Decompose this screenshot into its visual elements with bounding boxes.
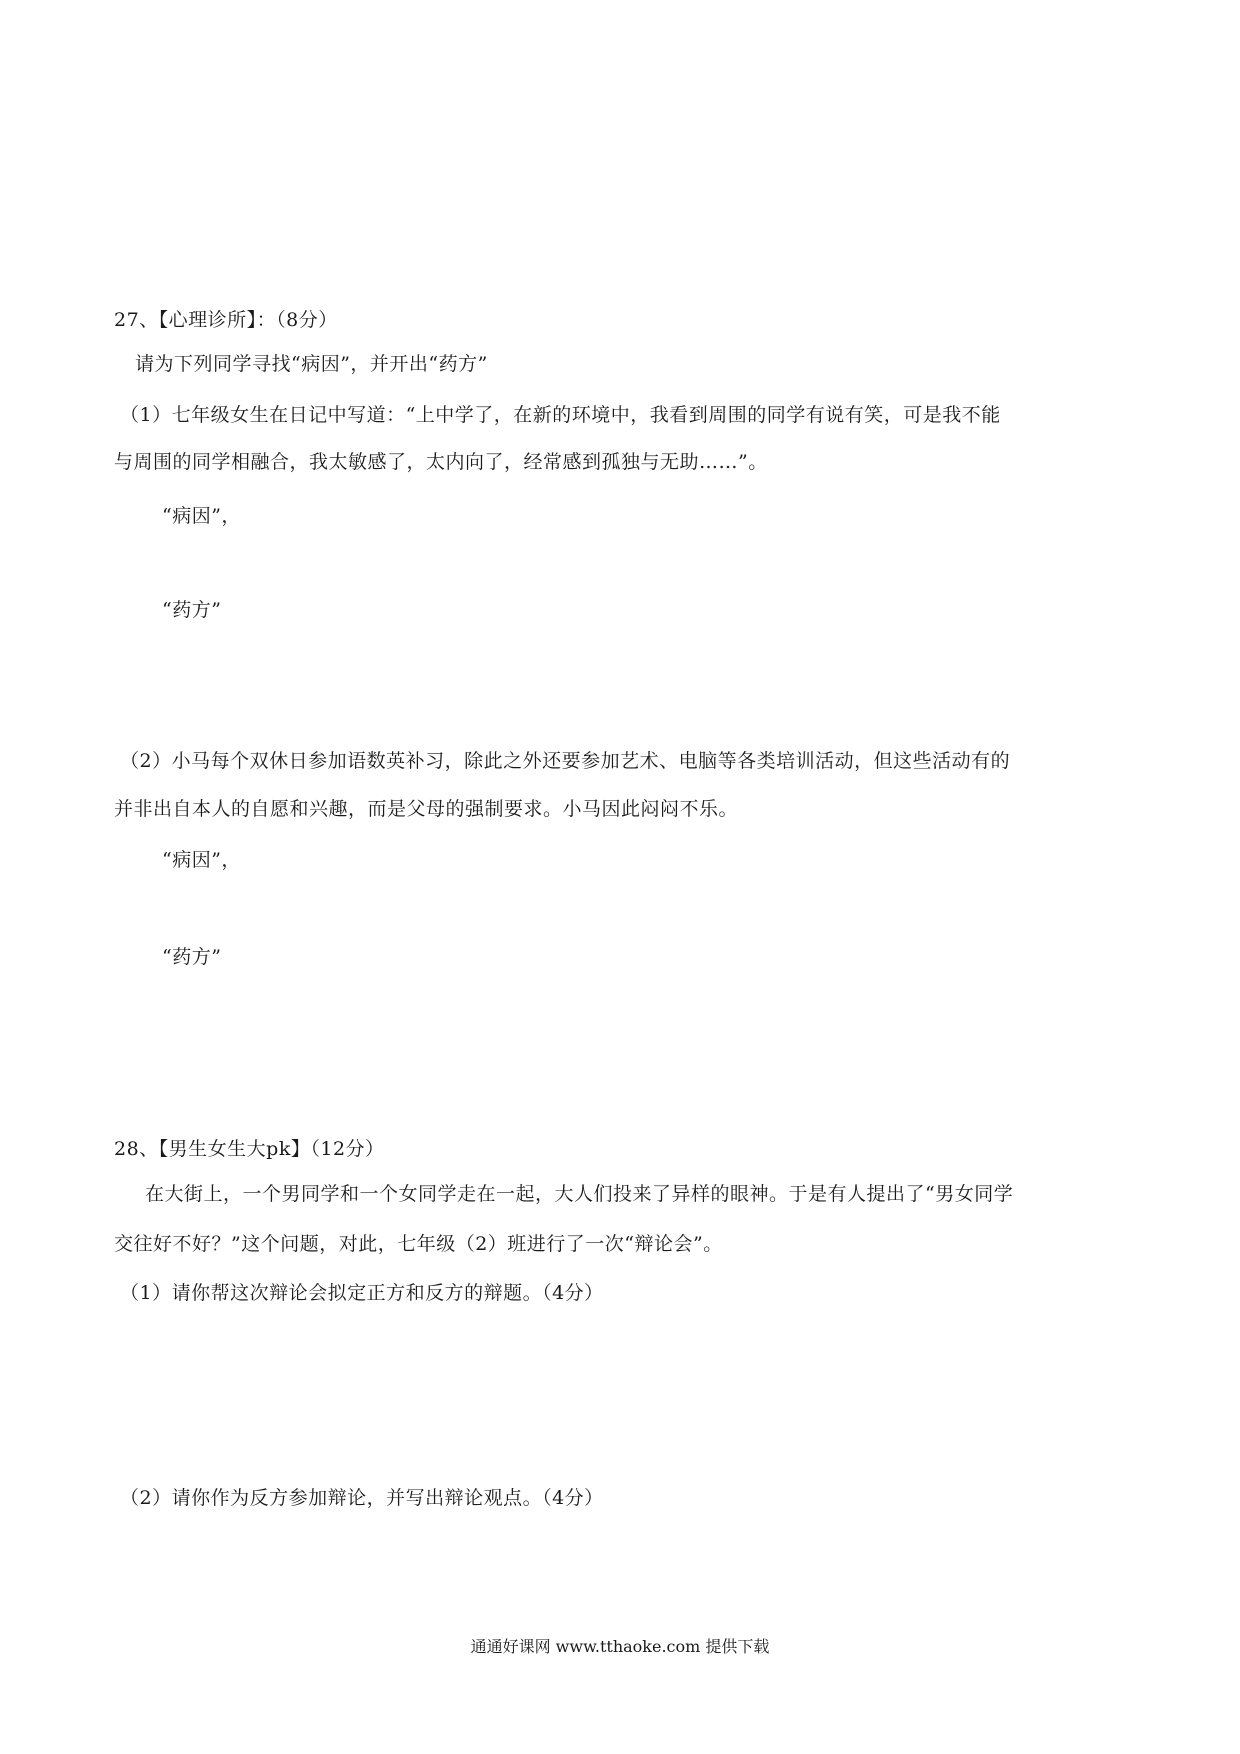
question-28-sub-1: （1）请你帮这次辩论会拟定正方和反方的辩题。（4分） xyxy=(120,1282,604,1304)
question-28-sub-2: （2）请你作为反方参加辩论，并写出辩论观点。（4分） xyxy=(120,1487,604,1509)
question-27-item-1-line-1: （1）七年级女生在日记中写道：“上中学了，在新的环境中，我看到周围的同学有说有笑，可是我不能 xyxy=(120,404,1001,426)
question-28-intro-line-1: 在大街上，一个男同学和一个女同学走在一起，大人们投来了异样的眼神。于是有人提出了“男女同学 xyxy=(145,1183,1014,1205)
question-27-title: 27、【心理诊所】：（8分） xyxy=(114,309,338,331)
question-28-intro-line-2: 交往好不好？”这个问题，对此，七年级（2）班进行了一次“辩论会”。 xyxy=(114,1233,723,1255)
question-27-item-2-cause-label: “病因”， xyxy=(162,849,241,871)
question-27-item-2-line-1: （2）小马每个双休日参加语数英补习，除此之外还要参加艺术、电脑等各类培训活动，但这些活动有的 xyxy=(120,750,1011,772)
question-27-item-1-cause-label: “病因”， xyxy=(162,505,241,527)
question-28-title: 28、【男生女生大pk】（12分） xyxy=(114,1138,385,1160)
page-footer: 通通好课网 www.tthaoke.com 提供下载 xyxy=(470,1637,770,1656)
question-27-item-2-line-2: 并非出自本人的自愿和兴趣，而是父母的强制要求。小马因此闷闷不乐。 xyxy=(114,798,739,820)
question-27-item-1-remedy-label: “药方” xyxy=(162,599,222,621)
question-27-item-1-line-2: 与周围的同学相融合，我太敏感了，太内向了，经常感到孤独与无助……”。 xyxy=(114,451,768,473)
question-27-item-2-remedy-label: “药方” xyxy=(162,946,222,968)
question-27-intro: 请为下列同学寻找“病因”，并开出“药方” xyxy=(135,353,488,375)
